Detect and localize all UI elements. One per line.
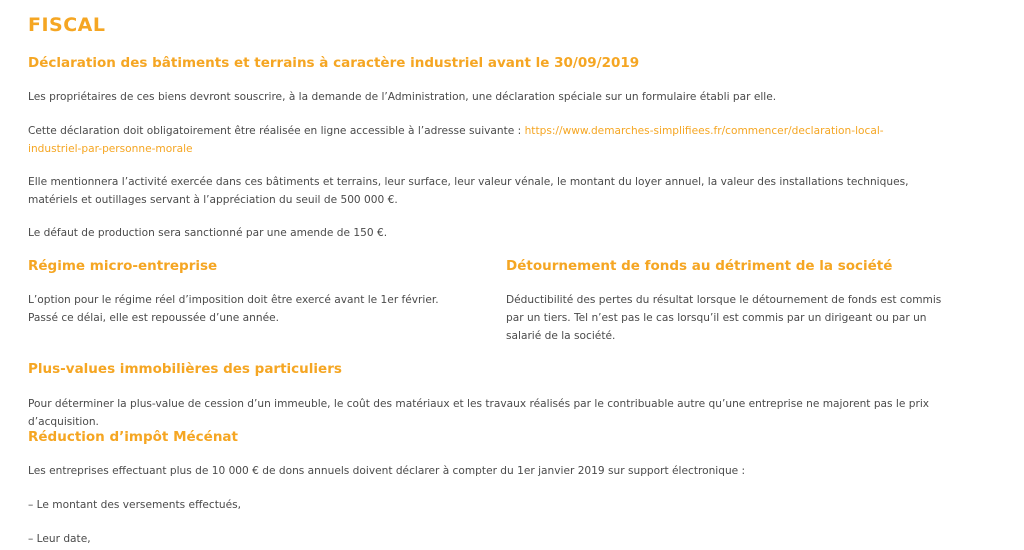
list-item: – Leur date, — [28, 533, 91, 545]
heading-declaration: Déclaration des bâtiments et terrains à caractère industriel avant le 30/09/2019 — [28, 55, 640, 71]
paragraph-detournement: Déductibilité des pertes du résultat lorsque le détournement de fonds est commis par un tiers. Tel n’est pas le cas lorsqu’il est commis par un dirigeant ou par un salarié de la société. — [506, 294, 942, 342]
fiscal-article — [28, 0, 988, 550]
paragraph-declaration-penalty: Le défaut de production sera sanctionné par une amende de 150 €. — [28, 227, 388, 239]
list-item: – Le montant des versements effectués, — [28, 499, 241, 511]
paragraph-declaration-owners: Les propriétaires de ces biens devront souscrire, à la demande de l’Administration, une déclaration spéciale sur un formulaire établi par elle. — [28, 91, 777, 103]
paragraph-declaration-online — [28, 122, 918, 158]
paragraph-mecenat: Les entreprises effectuant plus de 10 000 € de dons annuels doivent déclarer à compter du 1er janvier 2019 sur support électronique : — [28, 465, 746, 477]
heading-plus-values: Plus-values immobilières des particuliers — [28, 361, 342, 377]
paragraph-declaration-online-text: Cette déclaration doit obligatoirement être réalisée en ligne accessible à l’adresse suivante : — [28, 125, 525, 137]
paragraph-micro-entreprise: L’option pour le régime réel d’imposition doit être exercé avant le 1er février. Passé ce délai, elle est repoussée d’une année. — [28, 294, 439, 324]
heading-detournement: Détournement de fonds au détriment de la société — [506, 258, 893, 274]
declaration-link[interactable]: https://www.demarches-simplifiees.fr/commencer/declaration-local-industriel-par-personne-morale — [28, 125, 884, 155]
heading-micro-entreprise: Régime micro-entreprise — [28, 258, 218, 274]
heading-mecenat: Réduction d’impôt Mécénat — [28, 429, 238, 445]
paragraph-declaration-content: Elle mentionnera l’activité exercée dans ces bâtiments et terrains, leur surface, leur valeur vénale, le montant du loyer annuel, la valeur des installations techniques, matériels et outillages servant à l’appréciation du seuil de 500 000 €. — [28, 176, 909, 206]
page-title: FISCAL — [28, 14, 106, 36]
paragraph-plus-values: Pour déterminer la plus-value de cession d’un immeuble, le coût des matériaux et les travaux réalisés par le contribuable autre qu’une entreprise ne majorent pas le prix d’acquisition. — [28, 398, 930, 428]
